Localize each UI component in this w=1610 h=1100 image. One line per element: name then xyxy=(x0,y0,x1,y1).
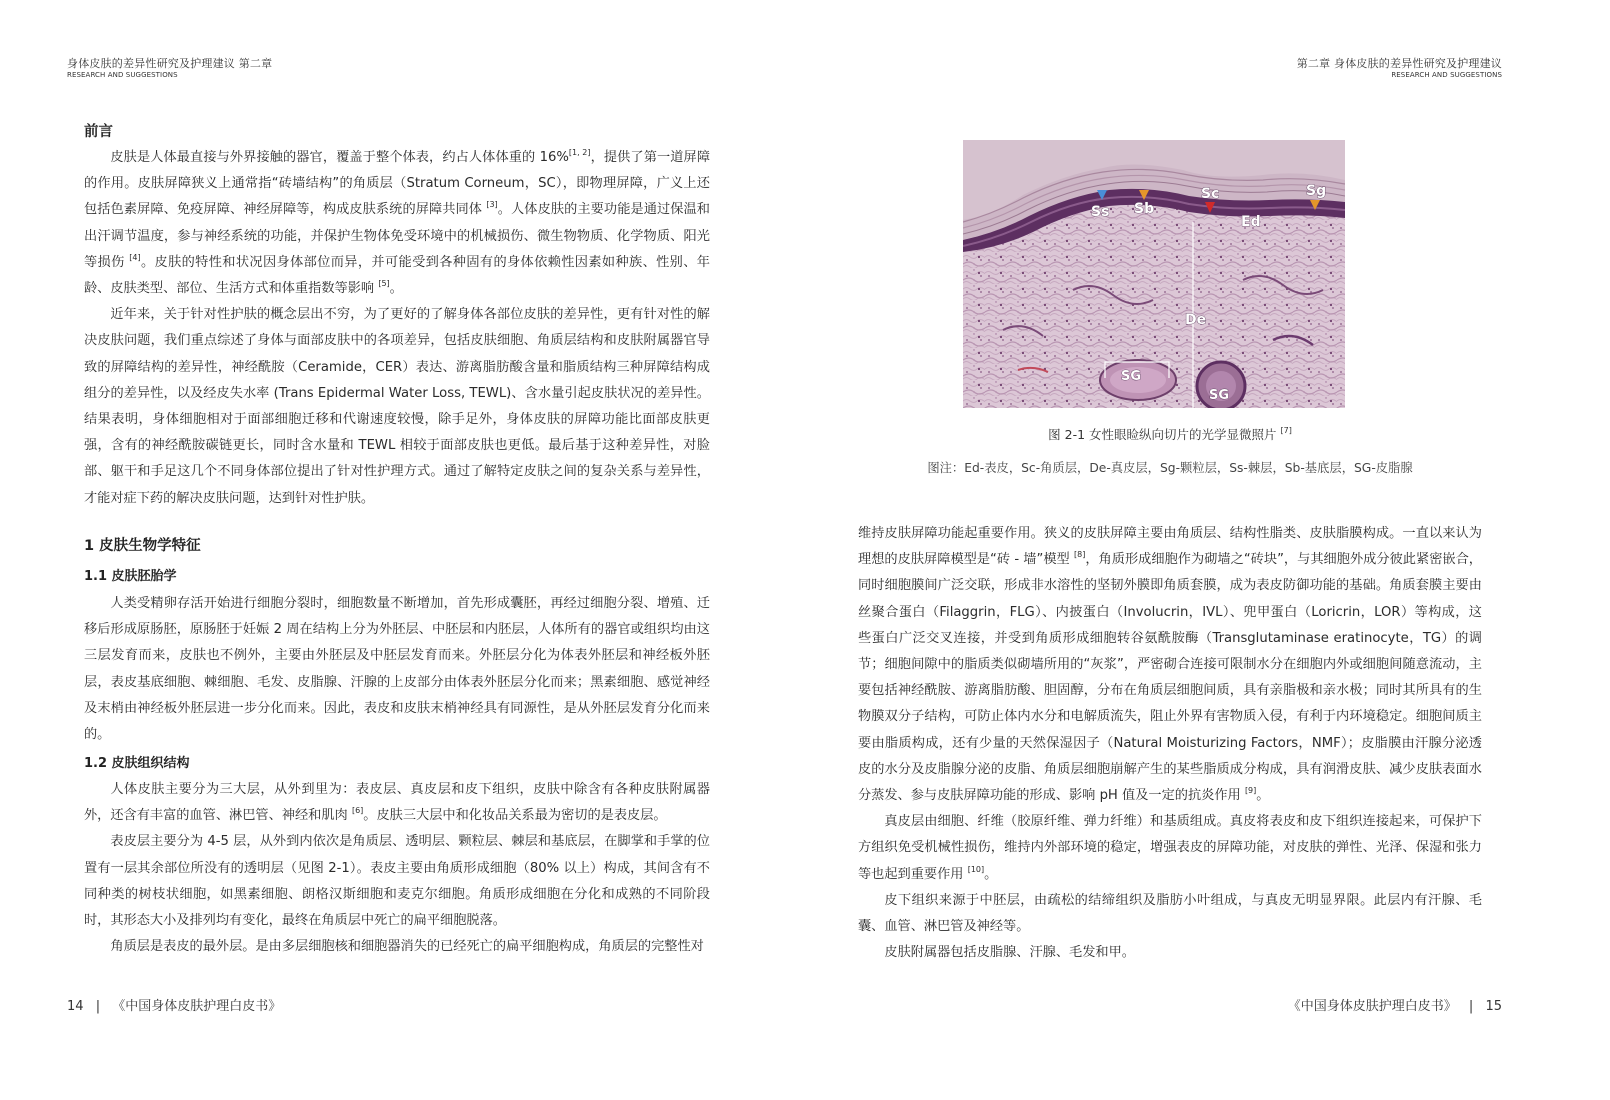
figure-caption-text: 图 2-1 女性眼睑纵向切片的光学显微照片 xyxy=(1048,427,1281,442)
section-1-1-body xyxy=(84,591,710,748)
preface-paragraph-1 xyxy=(84,145,710,302)
text-run: ，提供了第一道屏障的作用。皮肤屏障狭义上通常指“砖墙结构”的角质层（Stratum Corneum，SC），即物理屏障，广义上还包括色素屏障、免疫屏障、神经屏障等，构成皮肤系统的屏障共同体 xyxy=(84,150,711,218)
right-header-title: 第二章 身体皮肤的差异性研究及护理建议 xyxy=(1296,57,1502,70)
right-footer-book-title: 《中国身体皮肤护理白皮书》 xyxy=(1287,999,1457,1014)
text-run: 真皮层由细胞、纤维（胶原纤维、弹力纤维）和基质组成。真皮将表皮和皮下组织连接起来，可保护下方组织免受机械性损伤，维持内外部环境的稳定，增强表皮的屏障功能，对皮肤的弹性、光泽、保湿和张力等也起到重要作用 xyxy=(858,814,1482,882)
right-page-header xyxy=(1297,55,1502,79)
text-run: 。人体皮肤的主要功能是通过保温和出汗调节温度，参与神经系统的功能，并保护生物体免受环境中的机械损伤、微生物物质、化学物质、阳光等损伤 xyxy=(84,202,710,270)
label-de: De xyxy=(1185,312,1207,328)
left-page-header xyxy=(67,55,272,79)
label-ss: Ss xyxy=(1091,204,1110,220)
section-1-1-heading: 1.1 皮肤胚胎学 xyxy=(84,569,177,584)
section-1-heading: 1 皮肤生物学特征 xyxy=(84,538,201,554)
section-1-2-paragraph-1 xyxy=(84,777,710,829)
figure-caption-ref: [7] xyxy=(1280,426,1292,435)
text-run: 皮肤是人体最直接与外界接触的器官，覆盖于整个体表，约占人体体重的 16% xyxy=(110,150,569,165)
text-run: 。皮肤的特性和状况因身体部位而异，并可能受到各种固有的身体依赖性因素如种族、性别、年龄、皮肤类型、部位、生活方式和体重指数等影响 xyxy=(84,254,710,297)
citation-ref: [3] xyxy=(486,200,498,210)
left-column xyxy=(84,145,710,512)
citation-ref: [1, 2] xyxy=(568,148,591,157)
right-paragraph-3: 皮下组织来源于中胚层，由疏松的结缔组织及脂肪小叶组成，与真皮无明显界限。此层内有汗腺、毛囊、血管、淋巴管及神经等。 xyxy=(858,892,1482,935)
left-footer-book-title: 《中国身体皮肤护理白皮书》 xyxy=(112,999,282,1014)
label-sc: Sc xyxy=(1201,186,1220,202)
label-sg-gland-2: SG xyxy=(1209,388,1230,403)
preface-heading: 前言 xyxy=(84,124,113,140)
section-1-2-heading: 1.2 皮肤组织结构 xyxy=(84,756,190,771)
right-paragraph-1 xyxy=(858,521,1482,809)
left-footer xyxy=(67,995,281,1014)
right-column xyxy=(858,521,1482,966)
citation-ref: [10] xyxy=(967,864,985,874)
text-run: 。皮肤三大层中和化妆品关系最为密切的是表皮层。 xyxy=(363,808,667,824)
text-run: 。 xyxy=(984,866,998,882)
right-header-subtitle: RESEARCH AND SUGGESTIONS xyxy=(1391,71,1502,79)
section-1-2-paragraph-2: 表皮层主要分为 4-5 层，从外到内依次是角质层、透明层、颗粒层、棘层和基底层，在脚掌和手掌的位置有一层其余部位所没有的透明层（见图 2-1）。表皮主要由角质形成细胞（80% 以上）构成，其间含有不同种类的树枝状细胞，如黑素细胞、朗格汉斯细胞和麦克尔细胞。角质形成细胞在分化和成熟的不同阶段时，其形态大小及排列均有变化，最终在角质层中死亡的扁平细胞脱落。 xyxy=(84,834,710,929)
preface-paragraph-2: 近年来，关于针对性护肤的概念层出不穷，为了更好的了解身体各部位皮肤的差异性，更有针对性的解决皮肤问题，我们重点综述了身体与面部皮肤中的各项差异，包括皮肤细胞、角质层结构和皮肤附属器官导致的屏障结构的差异性，神经酰胺（Ceramide，CER）表达、游离脂肪酸含量和脂质结构三种屏障结构成组分的差异性，以及经皮失水率 (Trans Epidermal Water Loss, TEWL)、含水量引起皮肤状况的差异性。结果表明，身体细胞相对于面部细胞迁移和代谢速度较慢，除手足外，身体皮肤的屏障功能比面部皮肤更强，含有的神经酰胺碳链更长，同时含水量和 TEWL 相较于面部皮肤也更低。最后基于这种差异性，对脸部、躯干和手足这几个不同身体部位提出了针对性护理方式。通过了解特定皮肤之间的复杂关系与差异性，才能对症下药的解决皮肤问题，达到针对性护肤。 xyxy=(84,307,710,506)
figure-note: 图注：Ed-表皮，Sc-角质层，De-真皮层，Sg-颗粒层，Ss-棘层，Sb-基底层，SG-皮脂腺 xyxy=(927,461,1413,475)
left-footer-separator: | xyxy=(95,999,101,1014)
citation-ref: [8] xyxy=(1073,550,1086,560)
right-paragraph-2 xyxy=(858,809,1482,888)
citation-ref: [5] xyxy=(378,279,390,289)
text-run: 人体皮肤主要分为三大层，从外到里为：表皮层、真皮层和皮下组织，皮肤中除含有各种皮肤附属器外，还含有丰富的血管、淋巴管、神经和肌肉 xyxy=(84,782,710,824)
right-page-number: 15 xyxy=(1485,999,1502,1014)
citation-ref: [6] xyxy=(351,806,364,816)
section-1-1-paragraph: 人类受精卵存活开始进行细胞分裂时，细胞数量不断增加，首先形成囊胚，再经过细胞分裂、增殖、迁移后形成原肠胚，原肠胚于妊娠 2 周在结构上分为外胚层、中胚层和内胚层，人体所有的器官或组织均由这三层发育而来，皮肤也不例外，主要由外胚层及中胚层发育而来。外胚层分化为体表外胚层和神经板外胚层，表皮基底细胞、棘细胞、毛发、皮脂腺、汗腺的上皮部分由体表外胚层分化而来；黑素细胞、感觉神经及末梢由神经板外胚层进一步分化而来。因此，表皮和皮肤末梢神经具有同源性，是从外胚层发育分化而来的。 xyxy=(84,596,710,743)
section-1-2-paragraph-3: 角质层是表皮的最外层。是由多层细胞核和细胞器消失的已经死亡的扁平细胞构成，角质层的完整性对 xyxy=(110,939,704,955)
citation-ref: [4] xyxy=(129,252,141,262)
text-run: 。 xyxy=(389,281,403,297)
micrograph-figure xyxy=(963,140,1345,408)
left-page-number: 14 xyxy=(67,999,84,1014)
left-header-subtitle: RESEARCH AND SUGGESTIONS xyxy=(67,71,178,79)
left-header-title: 身体皮肤的差异性研究及护理建议 第二章 xyxy=(67,57,273,70)
right-paragraph-4: 皮肤附属器包括皮脂腺、汗腺、毛发和甲。 xyxy=(884,945,1135,961)
text-run: 维持皮肤屏障功能起重要作用。狭义的皮肤屏障主要由角质层、结构性脂类、皮肤脂膜构成。一直以来认为理想的皮肤屏障模型是“砖 - 墙”模型 xyxy=(858,526,1482,568)
right-footer xyxy=(1288,995,1502,1014)
label-sb: Sb xyxy=(1134,201,1155,217)
citation-ref: [9] xyxy=(1244,786,1257,796)
right-footer-separator: | xyxy=(1468,999,1474,1014)
label-sg-gland-1: SG xyxy=(1121,369,1142,384)
text-run: 。 xyxy=(1256,788,1270,804)
label-ed: Ed xyxy=(1241,214,1261,230)
text-run: ，角质形成细胞作为砌墙之“砖块”，与其细胞外成分彼此紧密嵌合，同时细胞膜间广泛交联，形成非水溶性的坚韧外膜即角质套膜，成为表皮防御功能的基础。角质套膜主要由丝聚合蛋白（Filaggrin，FLG）、内披蛋白（Involucrin，IVL）、兜甲蛋白（Loricrin，LOR）等构成，这些蛋白广泛交叉连接，并受到角质形成细胞转谷氨酰胺酶（Transglutaminase eratinocyte，TG）的调节；细胞间隙中的脂质类似砌墙所用的“灰浆”，严密砌合连接可限制水分在细胞内外或细胞间随意流动，主要包括神经酰胺、游离脂肪酸、胆固醇，分布在角质层细胞间质，具有亲脂极和亲水极；同时其所具有的生物膜双分子结构，可防止体内水分和电解质流失，阻止外界有害物质入侵，有利于内环境稳定。细胞间质主要由脂质构成，还有少量的天然保湿因子（Natural Moisturizing Factors，NMF）；皮脂膜由汗腺分泌透皮的水分及皮脂腺分泌的皮脂、角质层细胞崩解产生的某些脂质成分构成，具有润滑皮肤、减少皮肤表面水分蒸发、参与皮肤屏障功能的形成、影响 pH 值及一定的抗炎作用 xyxy=(858,552,1482,804)
figure-caption xyxy=(860,425,1480,443)
section-1-2-body xyxy=(84,777,710,960)
label-sg-top: Sg xyxy=(1306,183,1327,199)
micrograph-image xyxy=(963,140,1345,408)
